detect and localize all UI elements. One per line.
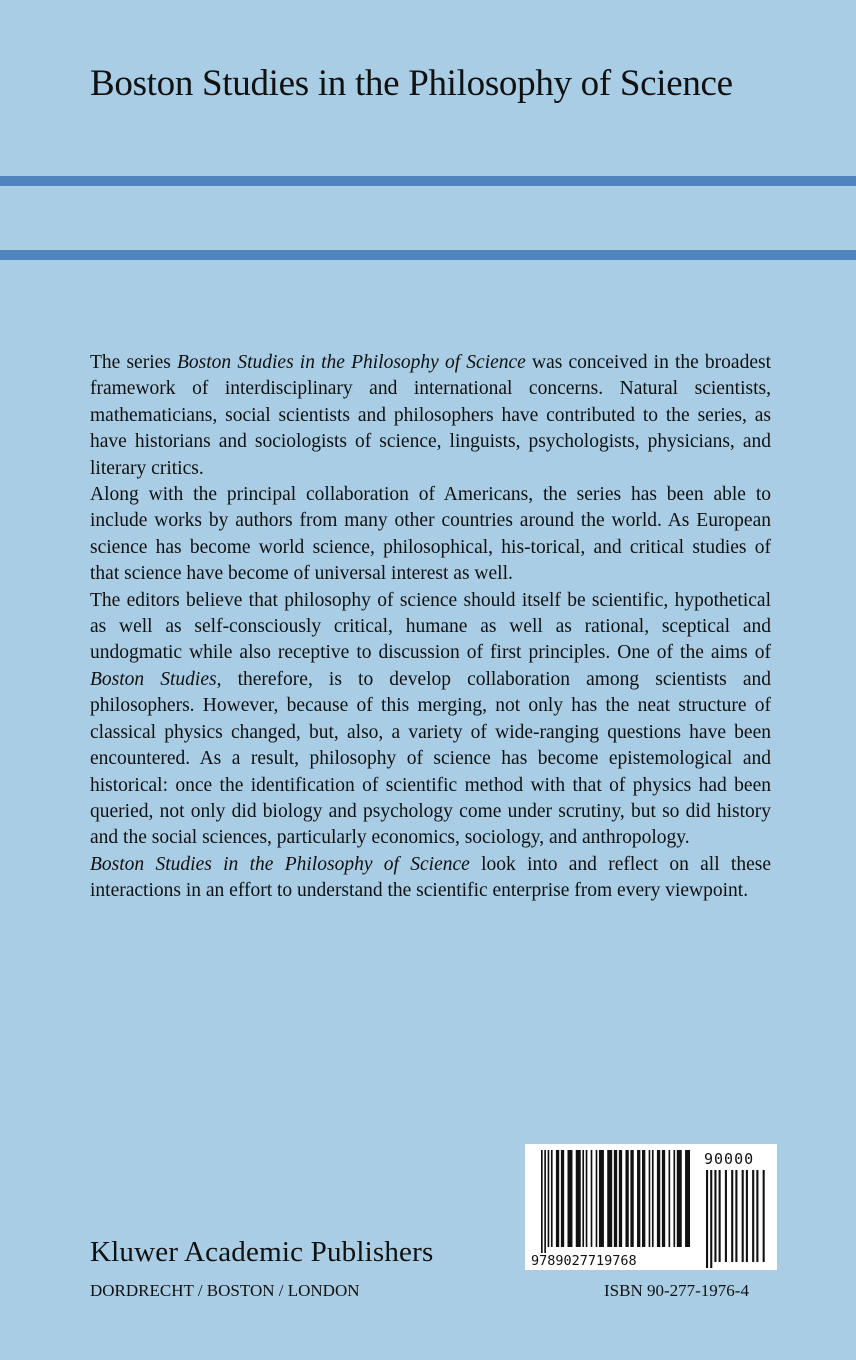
barcode-bar: [714, 1170, 716, 1262]
barcode-graphic: [525, 1144, 777, 1270]
top-rule: [0, 176, 856, 186]
barcode-bar: [541, 1150, 543, 1253]
barcode-bar: [719, 1170, 721, 1262]
barcode-bar: [652, 1150, 654, 1247]
ean-digits: 9789027719768: [531, 1253, 637, 1269]
barcode-bar: [561, 1150, 564, 1247]
barcode-bar: [551, 1150, 553, 1247]
barcode: [525, 1144, 777, 1270]
barcode-bar: [614, 1150, 617, 1247]
barcode-bar: [710, 1170, 712, 1268]
series-description: [90, 350, 771, 905]
publisher-name: Kluwer Academic Publishers: [90, 1236, 434, 1268]
barcode-bar: [756, 1170, 758, 1262]
barcode-bar: [669, 1150, 671, 1247]
barcode-bar: [752, 1170, 754, 1262]
barcode-bar: [637, 1150, 640, 1247]
barcode-bar: [742, 1170, 744, 1262]
barcode-bar: [677, 1150, 682, 1247]
barcode-bar: [596, 1150, 598, 1247]
barcode-bar: [673, 1150, 675, 1247]
barcode-bar: [607, 1150, 612, 1247]
barcode-bar: [576, 1150, 581, 1247]
barcode-bar: [599, 1150, 604, 1247]
series-title: Boston Studies in the Philosophy of Science: [90, 63, 733, 104]
description-paragraph-3: The editors believe that philosophy of science should itself be scientific, hypothetical as well as self-consciously critical, humane as well as rational, sceptical and undogmatic while also receptive to discussion of first principles. One of the aims of Boston Studies, therefore, is to develop collaboration among scientists and philosophers. However, because of this merging, not only has the neat structure of classical physics changed, but, also, a variety of wide-ranging questions have been encountered. As a result, philosophy of science has become epistemological and historical: once the identification of scientific method with that of physics had been queried, not only did biology and psychology come under scrutiny, but so did history and the social sciences, particularly economics, sociology, and anthropology.: [90, 589, 772, 849]
barcode-bar: [649, 1150, 651, 1247]
isbn: ISBN 90-277-1976-4: [604, 1281, 749, 1300]
description-paragraph-2: Along with the principal collaboration of Americans, the series has been able to include works by authors from many other countries around the world. As European science has become world science, philosophical, his-torical, and critical studies of that science have become of universal interest as well.: [90, 484, 771, 585]
barcode-bar: [763, 1170, 765, 1262]
barcode-bar: [746, 1170, 748, 1262]
barcode-bar: [657, 1150, 660, 1247]
barcode-bar: [582, 1150, 584, 1247]
barcode-bar: [586, 1150, 588, 1247]
barcode-bar: [662, 1150, 665, 1247]
barcode-bar: [735, 1170, 737, 1262]
barcode-bar: [591, 1150, 593, 1247]
addon-digits: 90000: [704, 1150, 755, 1168]
barcode-bar: [567, 1150, 572, 1247]
barcode-bar: [625, 1150, 628, 1247]
second-rule: [0, 250, 856, 260]
barcode-bar: [630, 1150, 633, 1247]
barcode-bar: [642, 1150, 645, 1247]
barcode-bar: [556, 1150, 559, 1247]
barcode-bar: [619, 1150, 622, 1247]
description-paragraph-4: Boston Studies in the Philosophy of Science look into and reflect on all these interactions in an effort to understand the scientific enterprise from every viewpoint.: [90, 853, 771, 902]
barcode-bar: [706, 1170, 708, 1268]
barcode-bar: [544, 1150, 546, 1253]
description-paragraph-1: The series Boston Studies in the Philosophy of Science was conceived in the broadest framework of interdisciplinary and international concerns. Natural scientists, mathematicians, social scientists and philosophers have contributed to the series, as have historians and sociologists of science, linguists, psychologists, physicians, and literary critics.: [90, 352, 771, 479]
barcode-bar: [731, 1170, 733, 1262]
publisher-places: DORDRECHT / BOSTON / LONDON: [90, 1281, 360, 1300]
barcode-bar: [685, 1150, 690, 1247]
barcode-bar: [548, 1150, 550, 1247]
barcode-bar: [725, 1170, 727, 1262]
